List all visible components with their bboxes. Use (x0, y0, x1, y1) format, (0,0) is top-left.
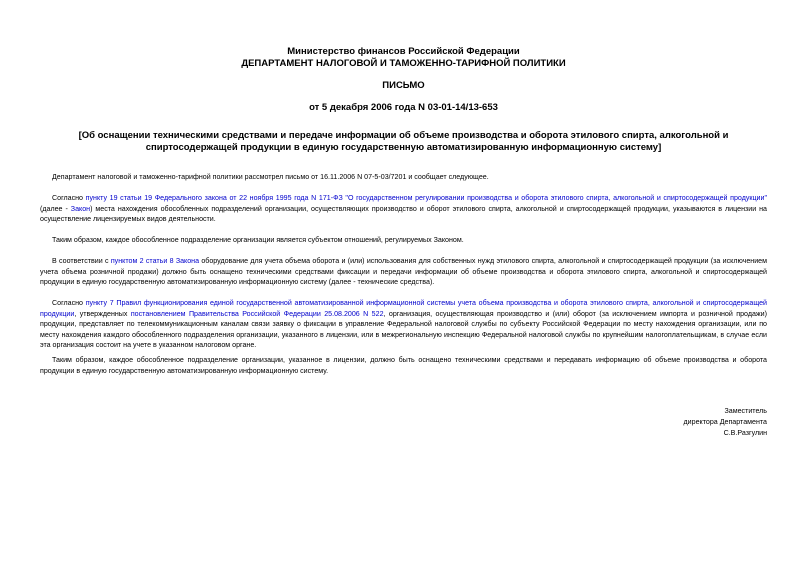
ministry-name: Министерство финансов Российской Федерации (287, 46, 520, 57)
paragraph-equipment (40, 256, 767, 288)
document-subject: [Об оснащении техническими средствами и передаче информации об объеме производства и оборота этилового спирта, алкогольной и спиртосодержащей продукции в единую государственную автоматизированную информационную систему] (78, 130, 729, 153)
paragraph-conclusion-1 (40, 235, 767, 246)
document-type: ПИСЬМО (382, 80, 425, 91)
paragraph-text: Согласно (52, 299, 86, 307)
paragraph-text: оборудование для учета объема оборота и (или) использования для собственных нужд этилового спирта, алкогольной и спиртосодержащей продукции (за исключением учета объема розничной продажи) должно быть оснащено техническими средствами фиксации и передачи информации об объеме производства и оборота этилового спирта, алкогольной и спиртосодержащей продукции в единую государственную автоматизированную информационную систему (далее - технические средства). (40, 257, 768, 287)
paragraph-conclusion-2 (40, 355, 767, 376)
paragraph-intro (40, 172, 767, 183)
paragraph-text: (далее - (40, 204, 71, 213)
paragraph-text: , организация, осуществляющая производство и (или) оборот (за исключением импорта и розничной продажи) продукции, представляет по телекоммуникационным каналам связи заявку о фиксации в управление Федеральной налоговой службы по субъекту Российской Федерации по месту нахождения организации, или по месту нахождения каждого обособленного подразделения организации, указанного в лицензии, или в межрегиональную инспекцию Федеральной налоговой службы по крупнейшим налогоплательщикам, в случае если эта организация состоит на учете в указанном налоговом органе. (40, 309, 767, 350)
paragraph-text: В соответствии с (52, 257, 111, 265)
paragraph-text: Таким образом, каждое обособленное подразделение организации, указанное в лицензии, должно быть оснащено техническими средствами и передавать информацию об объеме производства и оборота продукции в единую государственную автоматизированную информационную систему. (40, 356, 767, 375)
signature-position: Заместитель (724, 407, 767, 415)
paragraph-intro-text: Департамент налоговой и таможенно-тарифной политики рассмотрел письмо от 16.11.2006 N 07-5-03/7201 и сообщает следующее. (52, 173, 489, 181)
signature-position-2: директора Департамента (683, 418, 767, 426)
paragraph-text: Таким образом, каждое обособленное подразделение организации является субъектом отношений, регулируемых Законом. (52, 236, 464, 244)
law-article-8-link[interactable]: пунктом 2 статьи 8 Закона (110, 257, 200, 265)
paragraph-text: , утвержденных (74, 309, 131, 318)
paragraph-text: Согласно (52, 194, 86, 202)
rules-link[interactable]: пункту 7 Правил функционирования единой государственной автоматизированной информационной системы учета объема производства и оборота этилового спирта, алкогольной и спиртосодержащей продукции (40, 299, 768, 318)
law-article-link[interactable]: пункту 19 статьи 19 Федерального закона от 22 ноября 1995 года N 171-ФЗ "О государственном регулировании производства и оборота этилового спирта, алкогольной и спиртосодержащей продукции" (85, 194, 767, 202)
signature-block (467, 406, 767, 439)
law-link[interactable]: Закон (70, 204, 91, 213)
document-date-number: от 5 декабря 2006 года N 03-01-14/13-653 (309, 102, 498, 113)
department-name: ДЕПАРТАМЕНТ НАЛОГОВОЙ И ТАМОЖЕННО-ТАРИФНОЙ ПОЛИТИКИ (241, 58, 566, 69)
paragraph-text: ) места нахождения обособленных подразделений организации, осуществляющих производство и оборот этилового спирта, алкогольной и спиртосодержащей продукции, указываются в лицензии на осуществление лицензируемых видов деятельности. (40, 204, 767, 224)
paragraph-law-reference (40, 193, 767, 225)
government-decree-link[interactable]: постановлением Правительства Российской Федерации 25.08.2006 N 522 (130, 309, 384, 318)
signature-name: С.В.Разгулин (723, 429, 767, 437)
paragraph-rules (40, 298, 767, 351)
